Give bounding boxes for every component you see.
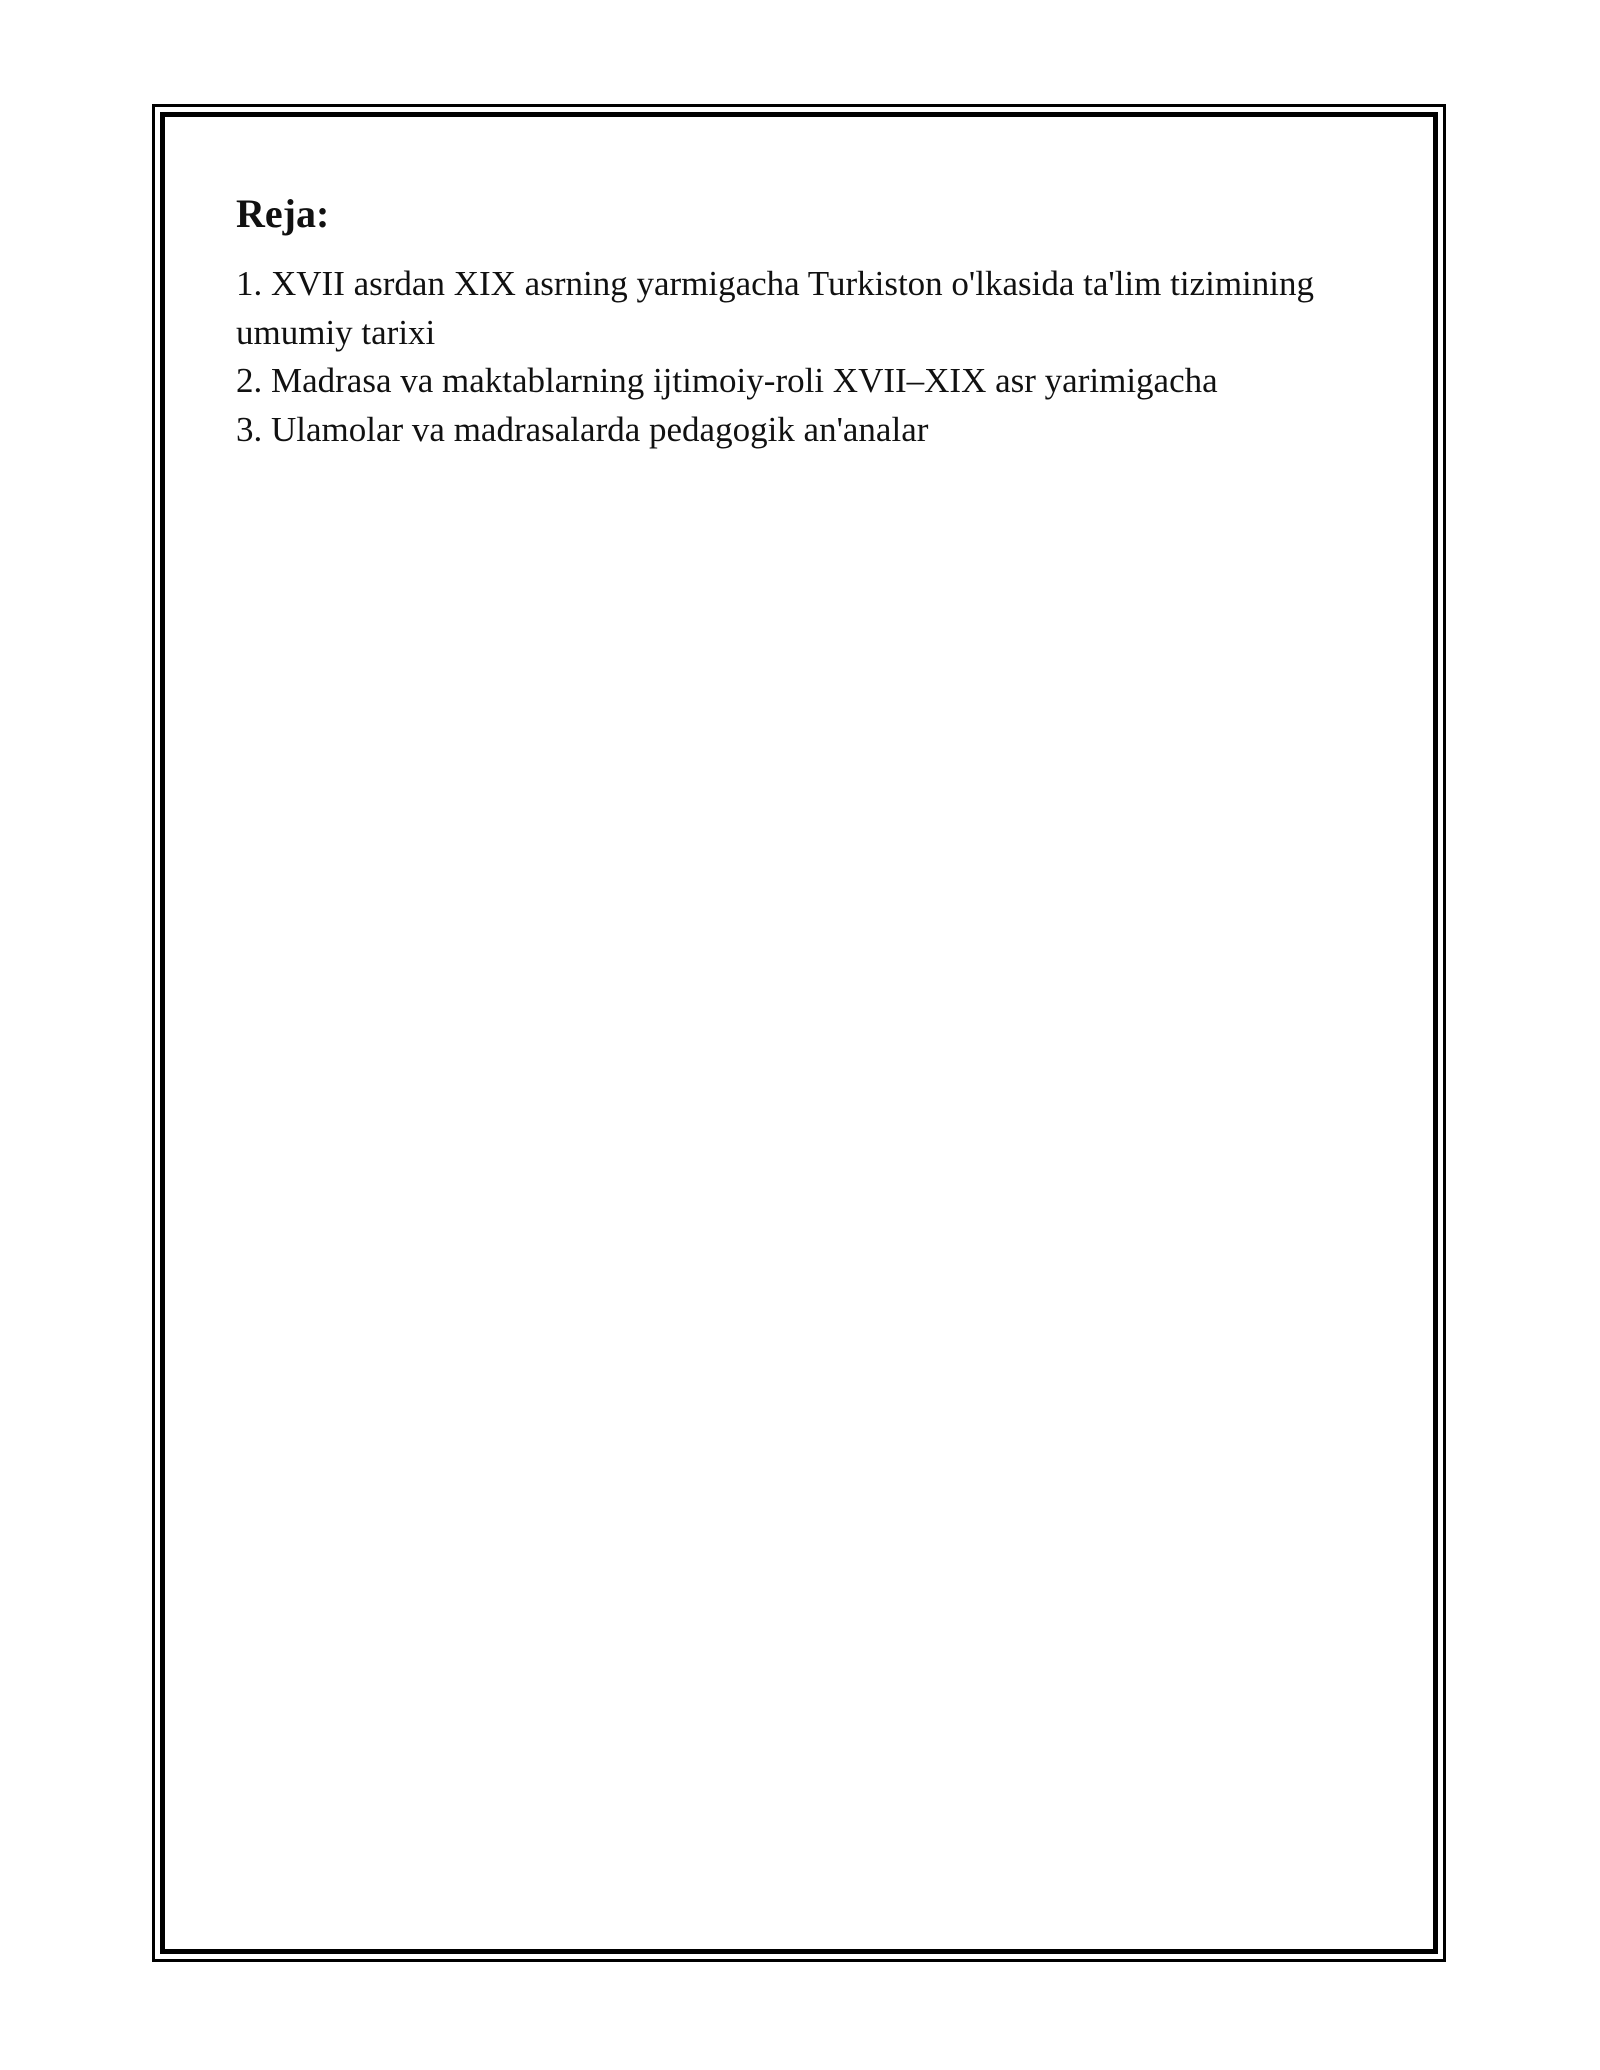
- plan-item-2: 2. Madrasa va maktablarning ijtimoiy-roli XVII–XIX asr yarimigacha: [236, 361, 1218, 400]
- plan-item-1: 1. XVII asrdan XIX asrning yarmigacha Turkiston o'lkasida ta'lim tizimining umumiy tarixi: [236, 264, 1314, 352]
- document-body: [236, 184, 1386, 454]
- plan-item-3: 3. Ulamolar va madrasalarda pedagogik an'analar: [236, 409, 929, 449]
- plan-list: [236, 260, 1386, 454]
- plan-heading: Reja:: [236, 191, 330, 236]
